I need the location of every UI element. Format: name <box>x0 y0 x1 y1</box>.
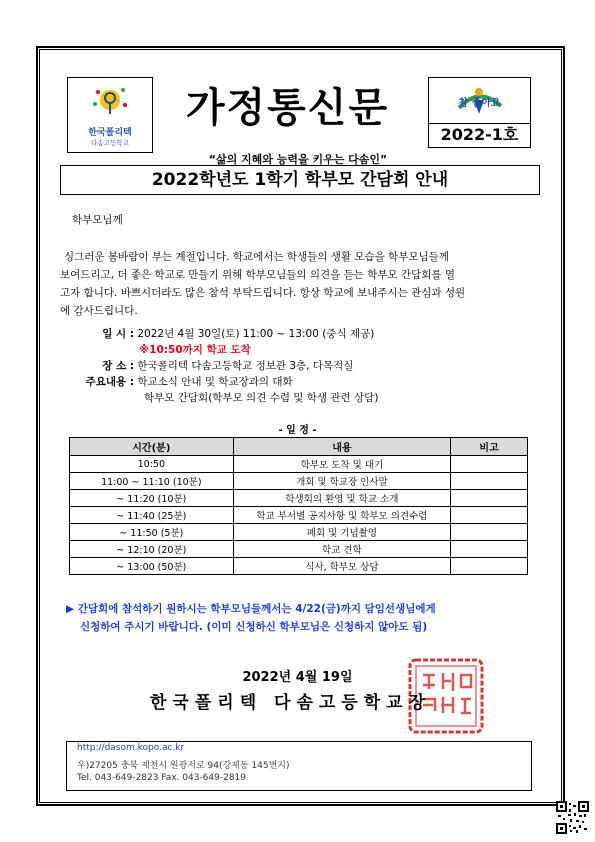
badge-text: 참 좋아요 <box>458 98 501 109</box>
slogan: “삶의 지혜와 능력을 키우는 다솜인” <box>208 153 388 166</box>
notice-line: 신청하여 주시기 바랍니다. (이미 신청하신 학부모님은 신청하지 않아도 됨) <box>80 621 428 633</box>
content-cell: 개회 및 학교장 인사말 <box>233 473 450 490</box>
time-cell: ~ 11:40 (25분) <box>70 507 234 524</box>
content-item: 학교소식 안내 및 학교장과의 대화 <box>137 376 293 388</box>
column-header: 비고 <box>451 438 528 456</box>
table-row <box>70 558 528 575</box>
signature-date: 2022년 4월 19일 <box>242 670 353 685</box>
salutation: 학부모님께 <box>72 214 123 226</box>
school-logo <box>67 77 153 153</box>
badge-box <box>428 77 531 124</box>
body-line: 싱그러운 봄바람이 부는 계절입니다. 학교에서는 학생들의 생활 모습을 학부모님들께 <box>64 251 450 263</box>
body-line: 보여드리고, 더 좋은 학교로 만들기 위해 학부모님들의 의견을 듣는 학부모 간담회를 열 <box>60 269 456 281</box>
time-cell: ~ 11:20 (10분) <box>70 490 234 507</box>
note-cell <box>451 473 528 490</box>
schedule-table <box>69 437 528 575</box>
time-cell: ~ 12:10 (20분) <box>70 541 234 558</box>
contact-footer <box>66 741 532 791</box>
arrival-note: ※10:50까지 학교 도착 <box>139 344 251 356</box>
table-row <box>70 456 528 473</box>
arrow-right-icon: ▶ <box>66 603 75 615</box>
time-cell: ~ 11:50 (5분) <box>70 524 234 541</box>
note-cell <box>451 456 528 473</box>
school-logo-subname: 다솜고등학교 <box>91 139 129 147</box>
content-cell: 식사, 학부모 상담 <box>233 558 450 575</box>
table-row <box>70 524 528 541</box>
body-paragraph <box>60 248 538 320</box>
school-signature: 한국폴리텍 다솜고등학교장 <box>150 693 431 713</box>
note-cell <box>451 507 528 524</box>
time-cell: 11:00 ~ 11:10 (10분) <box>70 473 234 490</box>
note-cell <box>451 524 528 541</box>
table-row <box>70 473 528 490</box>
table-row <box>70 541 528 558</box>
place-label: 장 소 : <box>102 360 134 372</box>
notice-line: 간담회에 참석하기 원하시는 학부모님들께서는 4/22(금)까지 담임선생님에게 <box>77 603 436 615</box>
table-header-row <box>70 438 528 456</box>
place-value: 한국폴리텍 다솜고등학교 정보관 3층, 다목적실 <box>137 360 354 372</box>
school-address: 우)27205 충북 제천시 원광저로 94(강제동 145번지) <box>77 761 290 771</box>
school-website-link[interactable]: http://dasom.kopo.ac.kr <box>77 743 185 753</box>
notice <box>66 600 526 636</box>
table-row <box>70 490 528 507</box>
note-cell <box>451 541 528 558</box>
schedule-heading: - 일 정 - <box>278 425 317 436</box>
school-contact: Tel. 043-649-2823 Fax. 043-649-2819 <box>77 773 247 783</box>
date-value: 2022년 4월 30일(토) 11:00 ~ 13:00 (중식 제공) <box>137 328 375 340</box>
table-row <box>70 507 528 524</box>
content-label: 주요내용 : <box>85 376 134 388</box>
issue-number: 2022-1호 <box>428 122 531 148</box>
content-cell: 학교 부서별 공지사항 및 학부모 의견수렴 <box>233 507 450 524</box>
body-line: 고자 합니다. 바쁘시더라도 많은 참석 부탁드립니다. 항상 학교에 보내주시는 관심과 성원 <box>60 287 466 299</box>
headline: 2022학년도 1학기 학부모 간담회 안내 <box>60 165 540 195</box>
date-label: 일 시 : <box>102 328 134 340</box>
column-header: 시간(분) <box>70 438 234 456</box>
page-title: 가정통신문 <box>185 85 390 131</box>
time-cell: 10:50 <box>70 456 234 473</box>
content-cell: 폐회 및 기념촬영 <box>233 524 450 541</box>
school-logo-name: 한국폴리텍 <box>88 128 132 138</box>
column-header: 내용 <box>233 438 450 456</box>
time-cell: ~ 13:00 (50분) <box>70 558 234 575</box>
note-cell <box>451 558 528 575</box>
body-line: 에 감사드립니다. <box>60 305 138 317</box>
content-item: 학부모 간담회(학부모 의견 수렴 및 학생 관련 상담) <box>144 392 379 404</box>
content-cell: 학생회의 환영 및 학교 소개 <box>233 490 450 507</box>
content-cell: 학부모 도착 및 대기 <box>233 456 450 473</box>
qr-code-icon <box>556 801 589 834</box>
note-cell <box>451 490 528 507</box>
content-cell: 학교 견학 <box>233 541 450 558</box>
event-details <box>66 326 536 406</box>
